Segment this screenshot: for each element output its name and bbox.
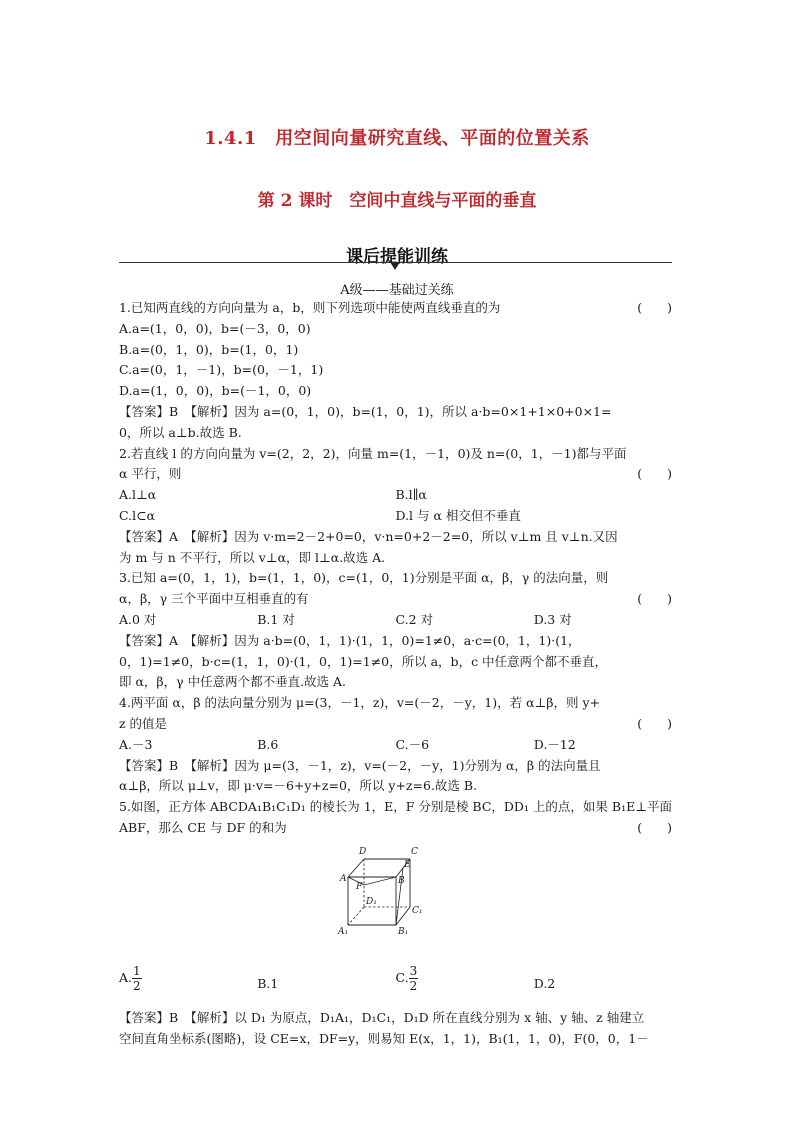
q5-option-a-prefix: A.: [119, 969, 133, 985]
label-D: D: [359, 846, 367, 857]
q4-stem-line: 4.两平面 α，β 的法向量分别为 μ=(3，－1，z)，v=(－2，－y，1)，若 α⊥β，则 y+: [119, 695, 601, 711]
q5-answer-line: 【答案】B 【解析】以 D₁ 为原点，D₁A₁，D₁C₁，D₁D 所在直线分别为 x 轴、y 轴、z 轴建立: [119, 1009, 645, 1025]
q5-stem-line: ABF，那么 CE 与 DF 的和为: [119, 819, 287, 835]
q2-answer-line: 【答案】A 【解析】因为 v·m=2－2+0=0，v·n=0+2－2=0，所以 v⊥m 且 v⊥n.又因: [119, 528, 618, 544]
q5-option-a-fraction: [132, 964, 142, 993]
q3-answer-line: 【答案】A 【解析】因为 a·b=(0，1，1)·(1，1，0)=1≠0，a·c=(0，1，1)·(1，: [119, 632, 581, 648]
q4-answer-paren: ( ): [637, 715, 672, 731]
q1-stem: [119, 298, 672, 319]
q4-options-row: [119, 735, 672, 756]
q2-stem: [119, 464, 672, 485]
q3-stem: [119, 589, 672, 610]
q3-option-c: C.2 对: [395, 611, 434, 627]
q5-option-a: [119, 964, 257, 1004]
q1-option-a: A.a=(1，0，0)，b=(－3，0，0): [119, 320, 311, 336]
label-B1: B₁: [398, 926, 409, 937]
q1-answer-line: 【答案】B 【解析】因为 a=(0，1，0)，b=(1，0，1)，所以 a·b=0×1+1×0+0×1=: [119, 403, 612, 419]
q3-stem-line: 3.已知 a=(0，1，1)，b=(1，1，0)，c=(1，0，1)分别是平面 α，β，γ 的法向量，则: [119, 570, 609, 586]
q1-option-c: C.a=(0，1，－1)，b=(0，－1，1): [119, 362, 324, 378]
q2-options-row: [119, 506, 672, 527]
q3-answer-paren: ( ): [637, 591, 672, 607]
q3-options-row: [119, 610, 672, 631]
label-A1: A₁: [338, 926, 349, 937]
q2-stem-line: 2.若直线 l 的方向向量为 v=(2，2，2)，向量 m=(1，－1，0)及 n=(0，1，－1)都与平面: [119, 445, 627, 461]
q4-option-d: D.－12: [533, 736, 576, 752]
q3-answer-line: 即 α，β，γ 中任意两个都不垂直.故选 A.: [119, 674, 347, 690]
q2-option-c: C.l⊂α: [119, 507, 156, 523]
q3-option-a: A.0 对: [119, 611, 157, 627]
q5-option-c-fraction: [409, 964, 419, 993]
q5-stem-line: 5.如图，正方体 ABCDA₁B₁C₁D₁ 的棱长为 1，E，F 分别是棱 BC，DD₁ 上的点，如果 B₁E⊥平面: [119, 799, 672, 815]
q1-answer-paren: ( ): [637, 300, 672, 315]
q5-options-row: [119, 964, 672, 1004]
q4-stem-line: z 的值是: [119, 715, 168, 731]
q4-stem: [119, 714, 672, 735]
label-C1: C₁: [412, 905, 423, 916]
cube-diagram: [338, 843, 454, 959]
q3-option-d: D.3 对: [533, 611, 572, 627]
segment-FB: [364, 877, 396, 885]
level-heading: A级——基础过关练: [340, 283, 454, 298]
cube-figure: [119, 839, 672, 964]
q5-option-d: D.2: [533, 975, 556, 991]
q1-option-d: D.a=(1，0，0)，b=(－1，0，0): [119, 383, 312, 399]
q3-answer-line: 0，1)=1≠0，b·c=(1，1，0)·(1，0，1)=1≠0，所以 a，b，c 中任意两个都不垂直，: [119, 653, 608, 669]
q1-option-b: B.a=(0，1，0)，b=(1，0，1): [119, 341, 299, 357]
exercise-content: [119, 298, 672, 1049]
q5-option-c-denominator: 2: [409, 978, 418, 993]
q2-answer-line: 为 m 与 n 不平行，所以 v⊥α，即 l⊥α.故选 A.: [119, 549, 386, 565]
label-F: F: [356, 881, 363, 892]
edge-D1A1: [348, 907, 364, 925]
q5-option-c-numerator: 3: [409, 963, 418, 978]
q2-options-row: [119, 485, 672, 506]
q5-stem: [119, 818, 672, 839]
q4-option-a: A.－3: [119, 736, 153, 752]
q4-option-c: C.－6: [395, 736, 430, 752]
q5-option-b: B.1: [257, 975, 279, 991]
q4-answer-line: α⊥β，所以 μ⊥v，即 μ·v=－6+y+z=0，所以 y+z=6.故选 B.: [119, 778, 478, 794]
q5-option-c-prefix: C.: [395, 969, 409, 985]
label-C: C: [411, 846, 418, 857]
q2-option-a: A.l⊥α: [119, 487, 157, 503]
label-D1: D₁: [366, 896, 377, 907]
page-title: 1.4.1 用空间向量研究直线、平面的位置关系: [204, 128, 590, 149]
section-title: 课后提能训练: [346, 247, 448, 267]
q4-answer-line: 【答案】B 【解析】因为 μ=(3，－1，z)，v=(－2，－y，1)分别为 α，β 的法向量且: [119, 757, 601, 773]
q2-stem-line: α 平行，则: [119, 466, 182, 482]
q2-option-b: B.l∥α: [395, 487, 427, 503]
triangle-marker-icon: [390, 262, 400, 270]
label-A: A: [340, 873, 347, 884]
q5-answer-line: 空间直角坐标系(图略)，设 CE=x，DF=y，则易知 E(x，1，1)，B₁(1，1，0)，F(0，0，1－: [119, 1030, 649, 1046]
edge-DA: [348, 859, 364, 877]
q3-option-b: B.1 对: [257, 611, 295, 627]
q2-answer-paren: ( ): [637, 466, 672, 482]
label-E: E: [404, 859, 411, 870]
q5-option-a-denominator: 2: [133, 978, 141, 993]
label-B: B: [398, 875, 405, 886]
q5-option-a-numerator: 1: [133, 963, 141, 978]
lesson-subtitle: 第 2 课时 空间中直线与平面的垂直: [257, 191, 537, 211]
q1-answer-line: 0，所以 a⊥b.故选 B.: [119, 424, 242, 440]
q5-answer-paren: ( ): [637, 819, 672, 835]
q1-stem-text: 1.已知两直线的方向向量为 a，b，则下列选项中能使两直线垂直的为: [119, 300, 501, 315]
q5-option-c: [396, 964, 534, 1004]
q4-option-b: B.6: [257, 736, 279, 752]
q2-option-d: D.l 与 α 相交但不垂直: [395, 507, 521, 523]
q3-stem-line: α，β，γ 三个平面中互相垂直的有: [119, 591, 309, 607]
